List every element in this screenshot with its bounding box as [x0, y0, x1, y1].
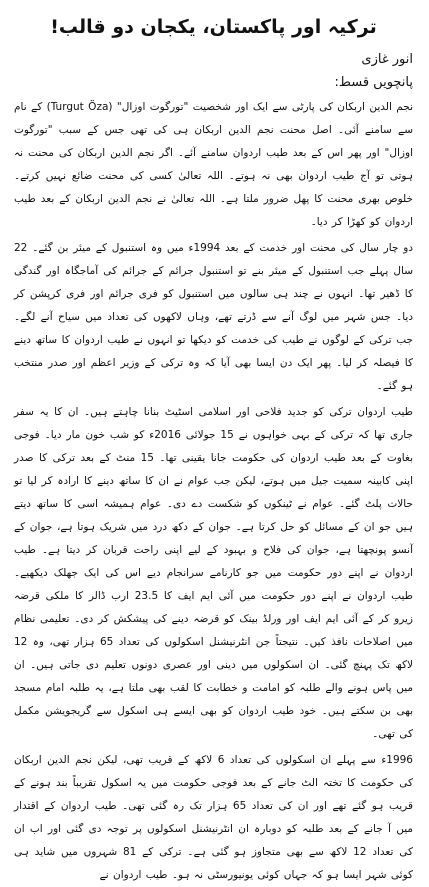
article-paragraph: طیب اردوان ترکی کو جدید فلاحی اور اسلامی اسٹیٹ بنانا چاہتے ہیں۔ ان کا یہ سفر جاری تھا کہ ترکی کے بہی خواہوں نے 15 جولائی 2016ء کو شب خون مار دیا۔ فوجی بغاوت کے بعد طیب اردوان کی حکومت جانا یقینی تھا۔ 15 منٹ کے بعد ترکی کا صدر اپنی کابینہ سمیت جیل میں ہوتے، لیکن جب عوام نے ان کا ساتھ دینے کا ارادہ کر لیا تو حالات پلٹ گئے۔ عوام نے ٹینکوں کو شکست دے دی۔ عوام ہمیشہ اسی کا ساتھ دیتے ہیں جو ان کے مسائل کو حل کرتا ہے۔ جوان کے دکھ درد میں شریک ہوتا ہے، جوان کے آنسو پونچھتا ہے، جوان کی فلاح و بہبود کے لیے اپنی راحت قربان کر دیتا ہے۔ طیب اردوان نے اپنے دور حکومت میں جو کارنامے سرانجام دیے اس کی ایک جھلک دیکھیے۔ طیب اردوان نے اپنے دور حکومت میں آئی ایم ایف کا 23.5 ارب ڈالر کا ملکی قرضہ زیرو کر کے آئی ایم ایف اور ورلڈ بینک کو قرضہ دینے کی پیشکش کر دی۔ تعلیمی نظام میں اصلاحات نافذ کیں۔ نتیجتاً جن انٹرنیشنل اسکولوں کی تعداد 65 ہزار تھی، وہ 12 لاکھ تک پہنچ گئی۔ ان اسکولوں میں دینی اور عصری دونوں تعلیم دی جاتی ہیں۔ ان میں پاس ہونے والے طلبہ کو امامت و خطابت کا لقب بھی ملتا ہے، یہ طلبہ امام مسجد بھی بن سکتے ہیں۔ خود طیب اردوان کو بھی ایسے ہی اسکول سے گریجویشن مکمل کی تھی۔: [14, 406, 413, 740]
article-title: ترکیہ اور پاکستان، یکجان دو قالب!: [50, 16, 377, 38]
article-paragraph: 1996ء سے پہلے ان اسکولوں کی تعداد 6 لاکھ کے قریب تھی، لیکن نجم الدین اربکان کی حکومت کا تختہ الٹ جانے کے بعد فوجی حکومت میں یہ اسکول تقریباً بند ہونے کے قریب ہو گئے تھے اور ان کی تعداد 65 ہزار تک رہ گئی تھی۔ طیب اردوان کے اقتدار میں آ جانے کے بعد طلبہ کو دوبارہ ان انٹرنیشنل اسکولوں پر توجہ دی گئی اور اب ان کی تعداد 12 لاکھ سے بھی متجاوز ہو گئی ہے۔ ترکی کے 81 شہروں میں شاید ہی کوئی شہر ایسا ہو کہ جہاں کوئی یونیورسٹی نہ ہو۔ طیب اردوان نے: [14, 754, 413, 881]
article-paragraph: نجم الدین اربکان کی پارٹی سے ایک اور شخصیت "تورگوت اوزال" (Turgut Öza) کے نام سے سامنے آئی۔ اصل محنت نجم الدین اربکان ہی کی تھی جس کے سبب "تورگوت اوزال" اور پھر اس کے بعد طیب اردوان سامنے آئے۔ اگر نجم الدین اربکان کی محنت نہ ہوتی تو آج طیب اردوان بھی نہ ہوتے۔ اللہ تعالیٰ کسی کی محنت ضائع نہیں کرتے۔ خلوص بھری محنت کا پھل ضرور ملتا ہے۔ اللہ تعالیٰ نے نجم الدین اربکان کے بعد طیب اردوان کو کھڑا کر دیا۔: [14, 101, 413, 228]
episode-label: پانچویں قسط:: [334, 75, 413, 90]
article-paragraph: دو چار سال کی محنت اور خدمت کے بعد 1994ء میں وہ استنبول کے میئر بن گئے۔ 22 سال پہلے جب استنبول کے میئر بنے تو استنبول جرائم کے جرائم کی آماجگاہ اور گندگی کا ڈھیر تھا۔ انہوں نے چند ہی سالوں میں استنبول کو فری جرائم اور فری کرپشن کر دیا۔ جس شہر میں لوگ آنے سے ڈرتے تھے، وہاں لاکھوں کی تعداد میں سیاح آنے لگے۔ جب ترکی کے لوگوں نے طیب کی خدمت کو دیکھا تو انہوں نے طیب اردوان کا ساتھ دینے کا فیصلہ کر لیا۔ پھر ایک دن ایسا بھی آیا کہ وہ ترکی کے وزیر اعظم اور صدر منتخب ہو گئے۔: [14, 242, 414, 392]
author-name: انور غازی: [361, 52, 413, 67]
